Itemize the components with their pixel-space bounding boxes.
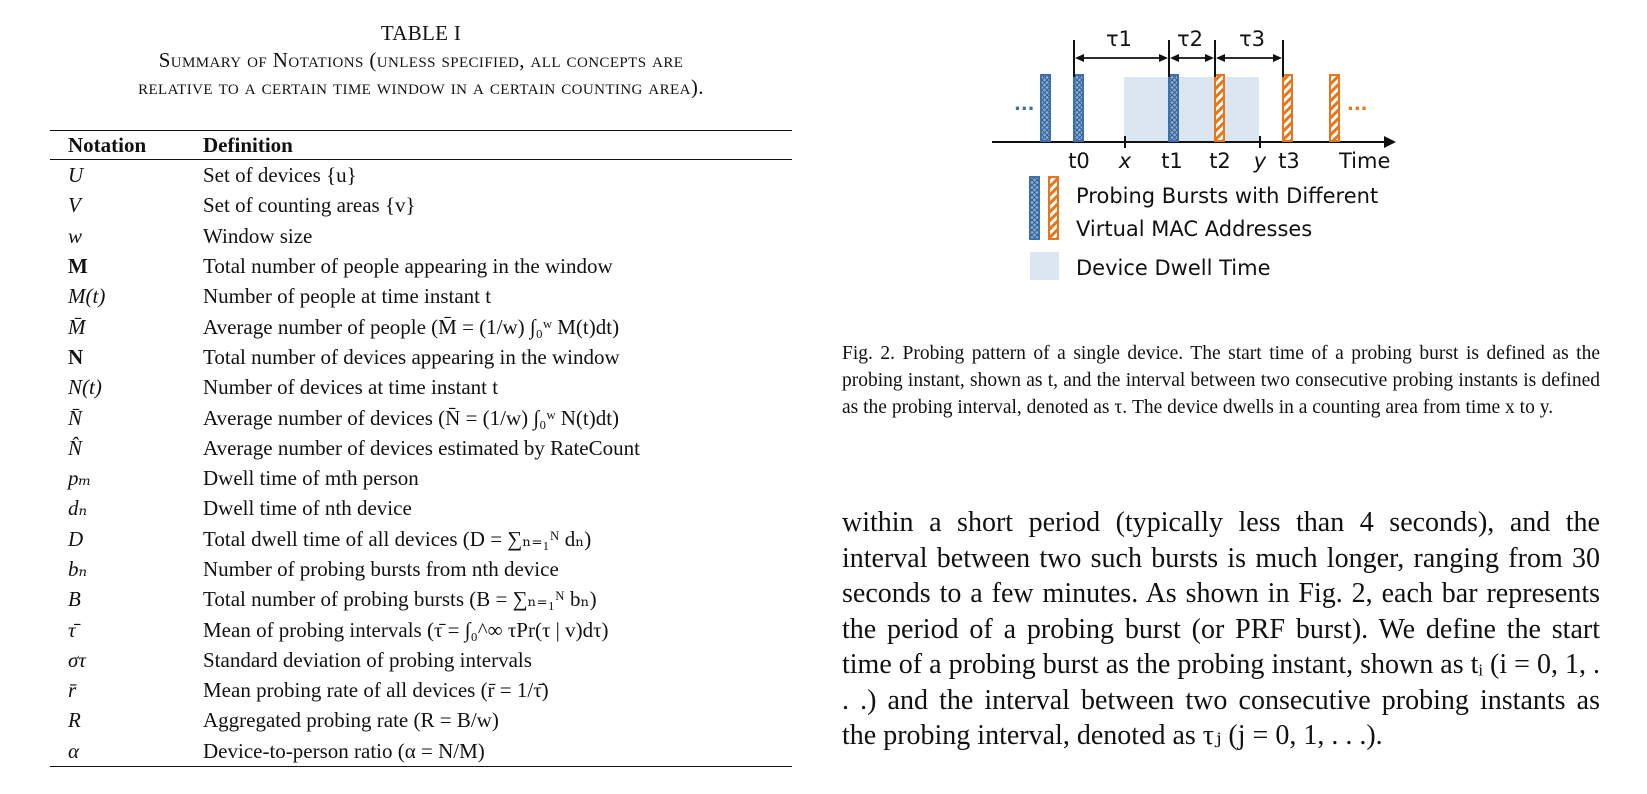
tau2-label: τ2 <box>1176 30 1204 51</box>
definition-cell: Number of probing bursts from nth device <box>203 557 559 581</box>
tau1-arrow <box>1075 54 1168 62</box>
definition-cell: Total number of devices appearing in the window <box>203 344 620 369</box>
axis-label-t0: t0 <box>1068 149 1090 173</box>
definition-cell: Mean probing rate of all devices (r̄ = 1/τ̄) <box>203 678 549 703</box>
notation-table-section <box>50 20 792 767</box>
table-row <box>50 342 792 372</box>
axis-label-t3: t3 <box>1278 149 1300 173</box>
definition-cell: Dwell time of mth person <box>203 466 419 491</box>
figure-caption: Fig. 2. Probing pattern of a single device. The start time of a probing burst is defined as the probing instant, shown as t, and the interval between two consecutive probing instants is defined as the probing interval, denoted as τ. The device dwells in a counting area from time x to y. <box>842 343 1600 418</box>
definition-cell: Total dwell time of all devices (D = ∑ₙ₌₁ᴺ dₙ) <box>203 526 592 551</box>
definition-cell: Device-to-person ratio (α = N/M) <box>203 738 485 763</box>
ellipsis-left: ... <box>1014 94 1035 115</box>
axis-label-t1: t1 <box>1161 149 1183 173</box>
time-label: Time <box>1339 149 1391 173</box>
table-header-row <box>50 131 792 160</box>
table-row <box>50 372 792 402</box>
notation-cell: N(t) <box>68 375 102 400</box>
notation-cell: bₙ <box>68 557 88 581</box>
table-row <box>50 221 792 251</box>
probing-pattern-figure <box>992 30 1432 300</box>
table-row <box>50 281 792 311</box>
ellipsis-right: ... <box>1347 94 1368 115</box>
axis-label-t2: t2 <box>1209 149 1231 173</box>
probing-burst-orange <box>1283 75 1292 141</box>
probing-burst-orange <box>1330 75 1339 141</box>
notation-cell: M <box>68 254 88 279</box>
tau1-label: τ1 <box>1105 30 1133 51</box>
legend-dwell: Device Dwell Time <box>1076 256 1271 280</box>
definition-cell: Average number of devices estimated by RateCount <box>203 435 640 460</box>
table-row <box>50 433 792 463</box>
definition-cell: Number of devices at time instant t <box>203 375 499 400</box>
definition-cell: Dwell time of nth device <box>203 496 412 521</box>
table-row <box>50 493 792 523</box>
definition-cell: Standard deviation of probing intervals <box>203 647 532 672</box>
notation-cell: dₙ <box>68 496 88 521</box>
definition-cell: Average number of devices (N̄ = (1/w) ∫₀ʷ N(t)dt) <box>203 405 620 430</box>
table-description-line1: Summary of Notations (unless specified, all concepts are <box>158 48 684 72</box>
header-definition: Definition <box>203 132 293 157</box>
tau3-label: τ3 <box>1238 30 1266 51</box>
notation-cell: M̄ <box>68 314 86 339</box>
notation-cell: N̂ <box>68 435 83 460</box>
definition-cell: Set of devices {u} <box>203 163 357 188</box>
definition-cell: Average number of people (M̄ = (1/w) ∫₀ʷ M(t)dt) <box>203 314 620 339</box>
definition-cell: Total number of people appearing in the window <box>203 254 613 279</box>
notation-cell: τ̄ <box>68 617 76 642</box>
notation-cell: N <box>68 344 84 369</box>
definition-cell: Window size <box>203 223 313 248</box>
dwell-time-region <box>1124 77 1259 141</box>
probing-burst-blue <box>1074 75 1083 141</box>
table-row <box>50 524 792 554</box>
notation-cell: r̄ <box>68 678 77 703</box>
body-paragraph: within a short period (typically less than 4 seconds), and the interval between two such bursts is much longer, ranging from 30 seconds to a few minutes. As shown in Fig. 2, each bar represents the period of a probing burst (or PRF burst). We define the start time of a probing burst as the probing instant, shown as tᵢ (i = 0, 1, . . .) and the interval between two consecutive probing instants as the probing interval, denoted as τⱼ (j = 0, 1, . . .). <box>842 507 1600 751</box>
notation-cell: B <box>68 587 81 612</box>
notation-cell: α <box>68 738 80 763</box>
table-row <box>50 645 792 675</box>
tau3-arrow <box>1216 54 1282 62</box>
definition-cell: Mean of probing intervals (τ̄ = ∫₀^∞ τPr(τ | v)dτ) <box>203 617 609 642</box>
table-row <box>50 736 792 767</box>
legend-burst-line1: Probing Bursts with Different <box>1076 184 1379 208</box>
legend-swatch-orange <box>1049 177 1058 239</box>
definition-cell: Aggregated probing rate (R = B/w) <box>203 708 499 733</box>
table-row <box>50 584 792 614</box>
definition-cell: Number of people at time instant t <box>203 284 492 309</box>
table-row <box>50 190 792 220</box>
probing-burst-blue <box>1169 75 1178 141</box>
table-row <box>50 705 792 735</box>
notation-cell: V <box>68 193 81 218</box>
table-title: TABLE I <box>380 21 462 45</box>
time-axis-arrow <box>1384 136 1396 148</box>
notation-table <box>50 130 792 767</box>
notation-cell: N̄ <box>68 405 83 430</box>
notation-cell: w <box>68 223 83 248</box>
table-row <box>50 160 792 191</box>
table-row <box>50 311 792 341</box>
table-row <box>50 463 792 493</box>
tau2-arrow <box>1170 54 1214 62</box>
notation-cell: U <box>68 163 84 188</box>
table-row <box>50 614 792 644</box>
definition-cell: Total number of probing bursts (B = ∑ₙ₌₁ᴺ bₙ) <box>203 587 597 612</box>
probing-burst-orange <box>1215 75 1224 141</box>
header-notation: Notation <box>68 132 147 157</box>
notation-cell: D <box>68 526 84 551</box>
legend-swatch-blue <box>1030 177 1039 239</box>
table-row <box>50 675 792 705</box>
notation-cell: στ <box>68 647 86 672</box>
notation-cell: M(t) <box>68 284 106 309</box>
definition-cell: Set of counting areas {v} <box>203 193 416 218</box>
axis-label-x: x <box>1118 149 1132 173</box>
table-caption <box>50 20 792 101</box>
legend-swatch-dwell <box>1030 252 1059 280</box>
notation-cell: pₘ <box>68 466 92 491</box>
table-row <box>50 251 792 281</box>
notation-cell: R <box>68 708 81 733</box>
table-description-line2: relative to a certain time window in a certain counting area). <box>138 75 704 99</box>
table-row <box>50 402 792 432</box>
axis-label-y: y <box>1253 149 1267 173</box>
legend-burst-line2: Virtual MAC Addresses <box>1076 217 1313 241</box>
table-row <box>50 554 792 584</box>
probing-burst-blue <box>1041 75 1050 141</box>
